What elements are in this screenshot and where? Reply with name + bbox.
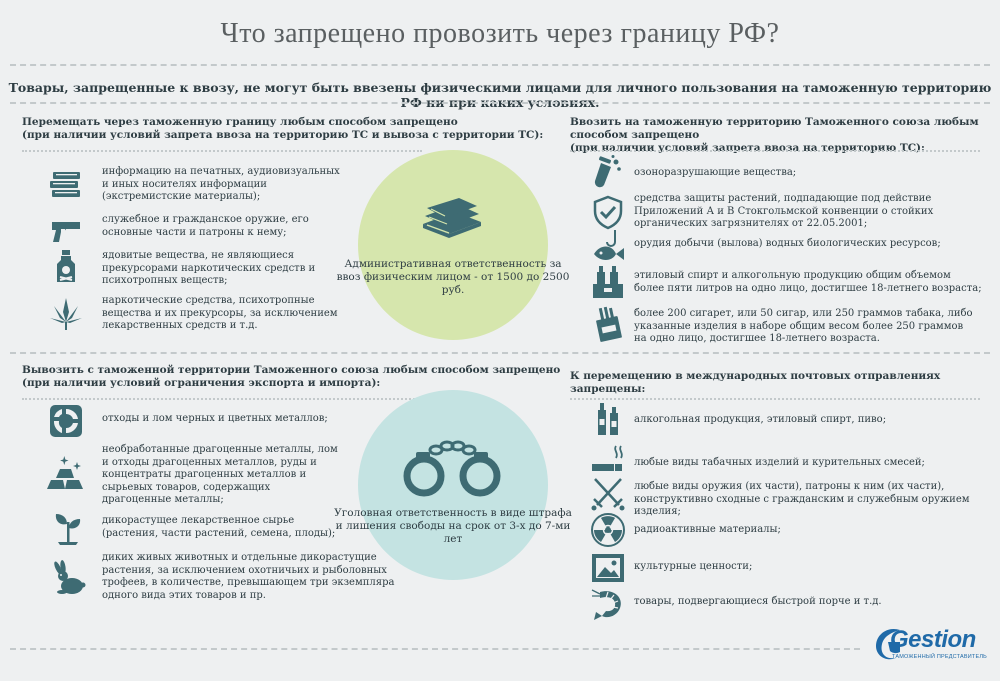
handcuffs-icon	[400, 438, 504, 502]
list-item: более 200 сигарет, или 50 сигар, или 250 граммов табака, либо указанные изделия в наборе общим весом более 250 граммов на одно лицо, достигшее 18-летнего возраста.	[634, 308, 973, 344]
list-item: информацию на печатных, аудиовизуальных и иных носителях информации (экстремистские материалы);	[102, 166, 340, 202]
admin-liability-text: Административная ответственность за ввоз физическим лицом - от 1500 до 2500 руб.	[336, 258, 570, 296]
painting-icon	[590, 550, 626, 586]
crossed-swords-icon	[590, 476, 626, 512]
middle-divider	[10, 352, 990, 354]
top-left-heading: Перемещать через таможенную границу любым способом запрещено (при наличии условий запрета ввоза на территорию ТС и вывоза с территории ТС):	[22, 116, 544, 141]
top-left-divider	[22, 150, 422, 152]
bottom-left-heading: Вывозить с таможенной территории Таможенного союза любым способом запрещено (при наличии условий ограничения экспорта и импорта):	[22, 364, 561, 389]
admin-liability-circle	[358, 150, 548, 340]
top-right-heading: Ввозить на таможенную территорию Таможенного союза любым способом запрещено (при наличии условий запрета ввоза на территорию ТС):	[570, 116, 979, 154]
subtitle-divider	[10, 102, 990, 104]
pistol-icon	[48, 212, 84, 248]
list-item: наркотические средства, психотропные вещества и их прекурсоры, за исключением лекарственных средств и т.д.	[102, 295, 338, 331]
list-item: культурные ценности;	[634, 561, 753, 572]
page-title: Что запрещено провозить через границу РФ?	[220, 18, 780, 49]
criminal-liability-text: Уголовная ответственность в виде штрафа и лишения свободы на срок от 3-х до 7-ми лет	[334, 507, 572, 545]
test-tube-icon	[590, 154, 626, 190]
list-item: ядовитые вещества, не являющиеся прекурсорами наркотических средств и психотропных веществ;	[102, 250, 316, 286]
list-item: орудия добычи (вылова) водных биологических ресурсов;	[634, 238, 941, 249]
books-icon	[48, 166, 84, 202]
list-item: диких живых животных и отдельные дикорастущие растения, за исключением охотничьих и рыболовных трофеев, в количестве, превышающем три экземпляра одного вида этих товаров и пр.	[102, 552, 395, 601]
shrimp-icon	[590, 586, 626, 622]
money-stack-icon	[415, 194, 487, 242]
list-item: радиоактивные материалы;	[634, 524, 781, 535]
poison-bottle-icon	[48, 248, 84, 284]
list-item: служебное и гражданское оружие, его основные части и патроны к нему;	[102, 214, 309, 238]
page-subtitle: Товары, запрещенные к ввозу, не могут быть ввезены физическими лицами для личного пользования на таможенную территорию РФ ни при каких условиях.	[8, 80, 992, 110]
list-item: средства защиты растений, подпадающие под действие Приложений А и В Стокгольмской конвенции о стойких органических загрязнителях от 22.05.2001;	[634, 193, 934, 229]
cigarette-icon	[590, 442, 626, 478]
footer-divider	[10, 648, 860, 650]
radiation-icon	[590, 512, 626, 548]
cigarette-pack-icon	[590, 306, 626, 342]
list-item: товары, подвергающиеся быстрой порче и т.д.	[634, 596, 882, 607]
list-item: озоноразрушающие вещества;	[634, 167, 797, 178]
gestion-logo[interactable]	[870, 624, 990, 668]
top-right-divider	[570, 150, 980, 152]
sprout-icon	[50, 510, 86, 546]
metal-recycle-icon	[48, 403, 84, 439]
fish-hook-icon	[590, 228, 626, 264]
list-item: необработанные драгоценные металлы, лом и отходы драгоценных металлов, руды и концентраты драгоценных металлов и сырьевых товаров, содержащих драгоценные металлы;	[102, 444, 338, 505]
list-item: алкогольная продукция, этиловый спирт, пиво;	[634, 414, 887, 425]
bottom-right-divider	[570, 398, 980, 400]
cannabis-leaf-icon	[48, 296, 84, 332]
list-item: любые виды табачных изделий и курительных смесей;	[634, 457, 925, 468]
list-item: отходы и лом черных и цветных металлов;	[102, 413, 328, 424]
logo-word: Gestion	[890, 626, 976, 653]
bottles-box-icon	[590, 264, 626, 300]
title-divider	[10, 64, 990, 66]
bottom-right-heading: К перемещению в международных почтовых отправлениях запрещены:	[570, 370, 941, 395]
bottom-left-divider	[22, 398, 422, 400]
rabbit-icon	[50, 560, 86, 596]
list-item: дикорастущее лекарственное сырье (растения, части растений, семена, плоды);	[102, 515, 336, 539]
logo-tagline: ТАМОЖЕННЫЙ ПРЕДСТАВИТЕЛЬ	[892, 654, 987, 660]
shield-icon	[590, 194, 626, 230]
list-item: любые виды оружия (их части), патроны к ним (их части), конструктивно сходные с гражданским и служебным оружием изделия;	[634, 481, 970, 517]
gold-bars-icon	[44, 456, 86, 492]
list-item: этиловый спирт и алкогольную продукцию общим объемом более пяти литров на одно лицо, достигшее 18-летнего возраста;	[634, 270, 982, 294]
liquor-bottles-icon	[590, 401, 626, 437]
